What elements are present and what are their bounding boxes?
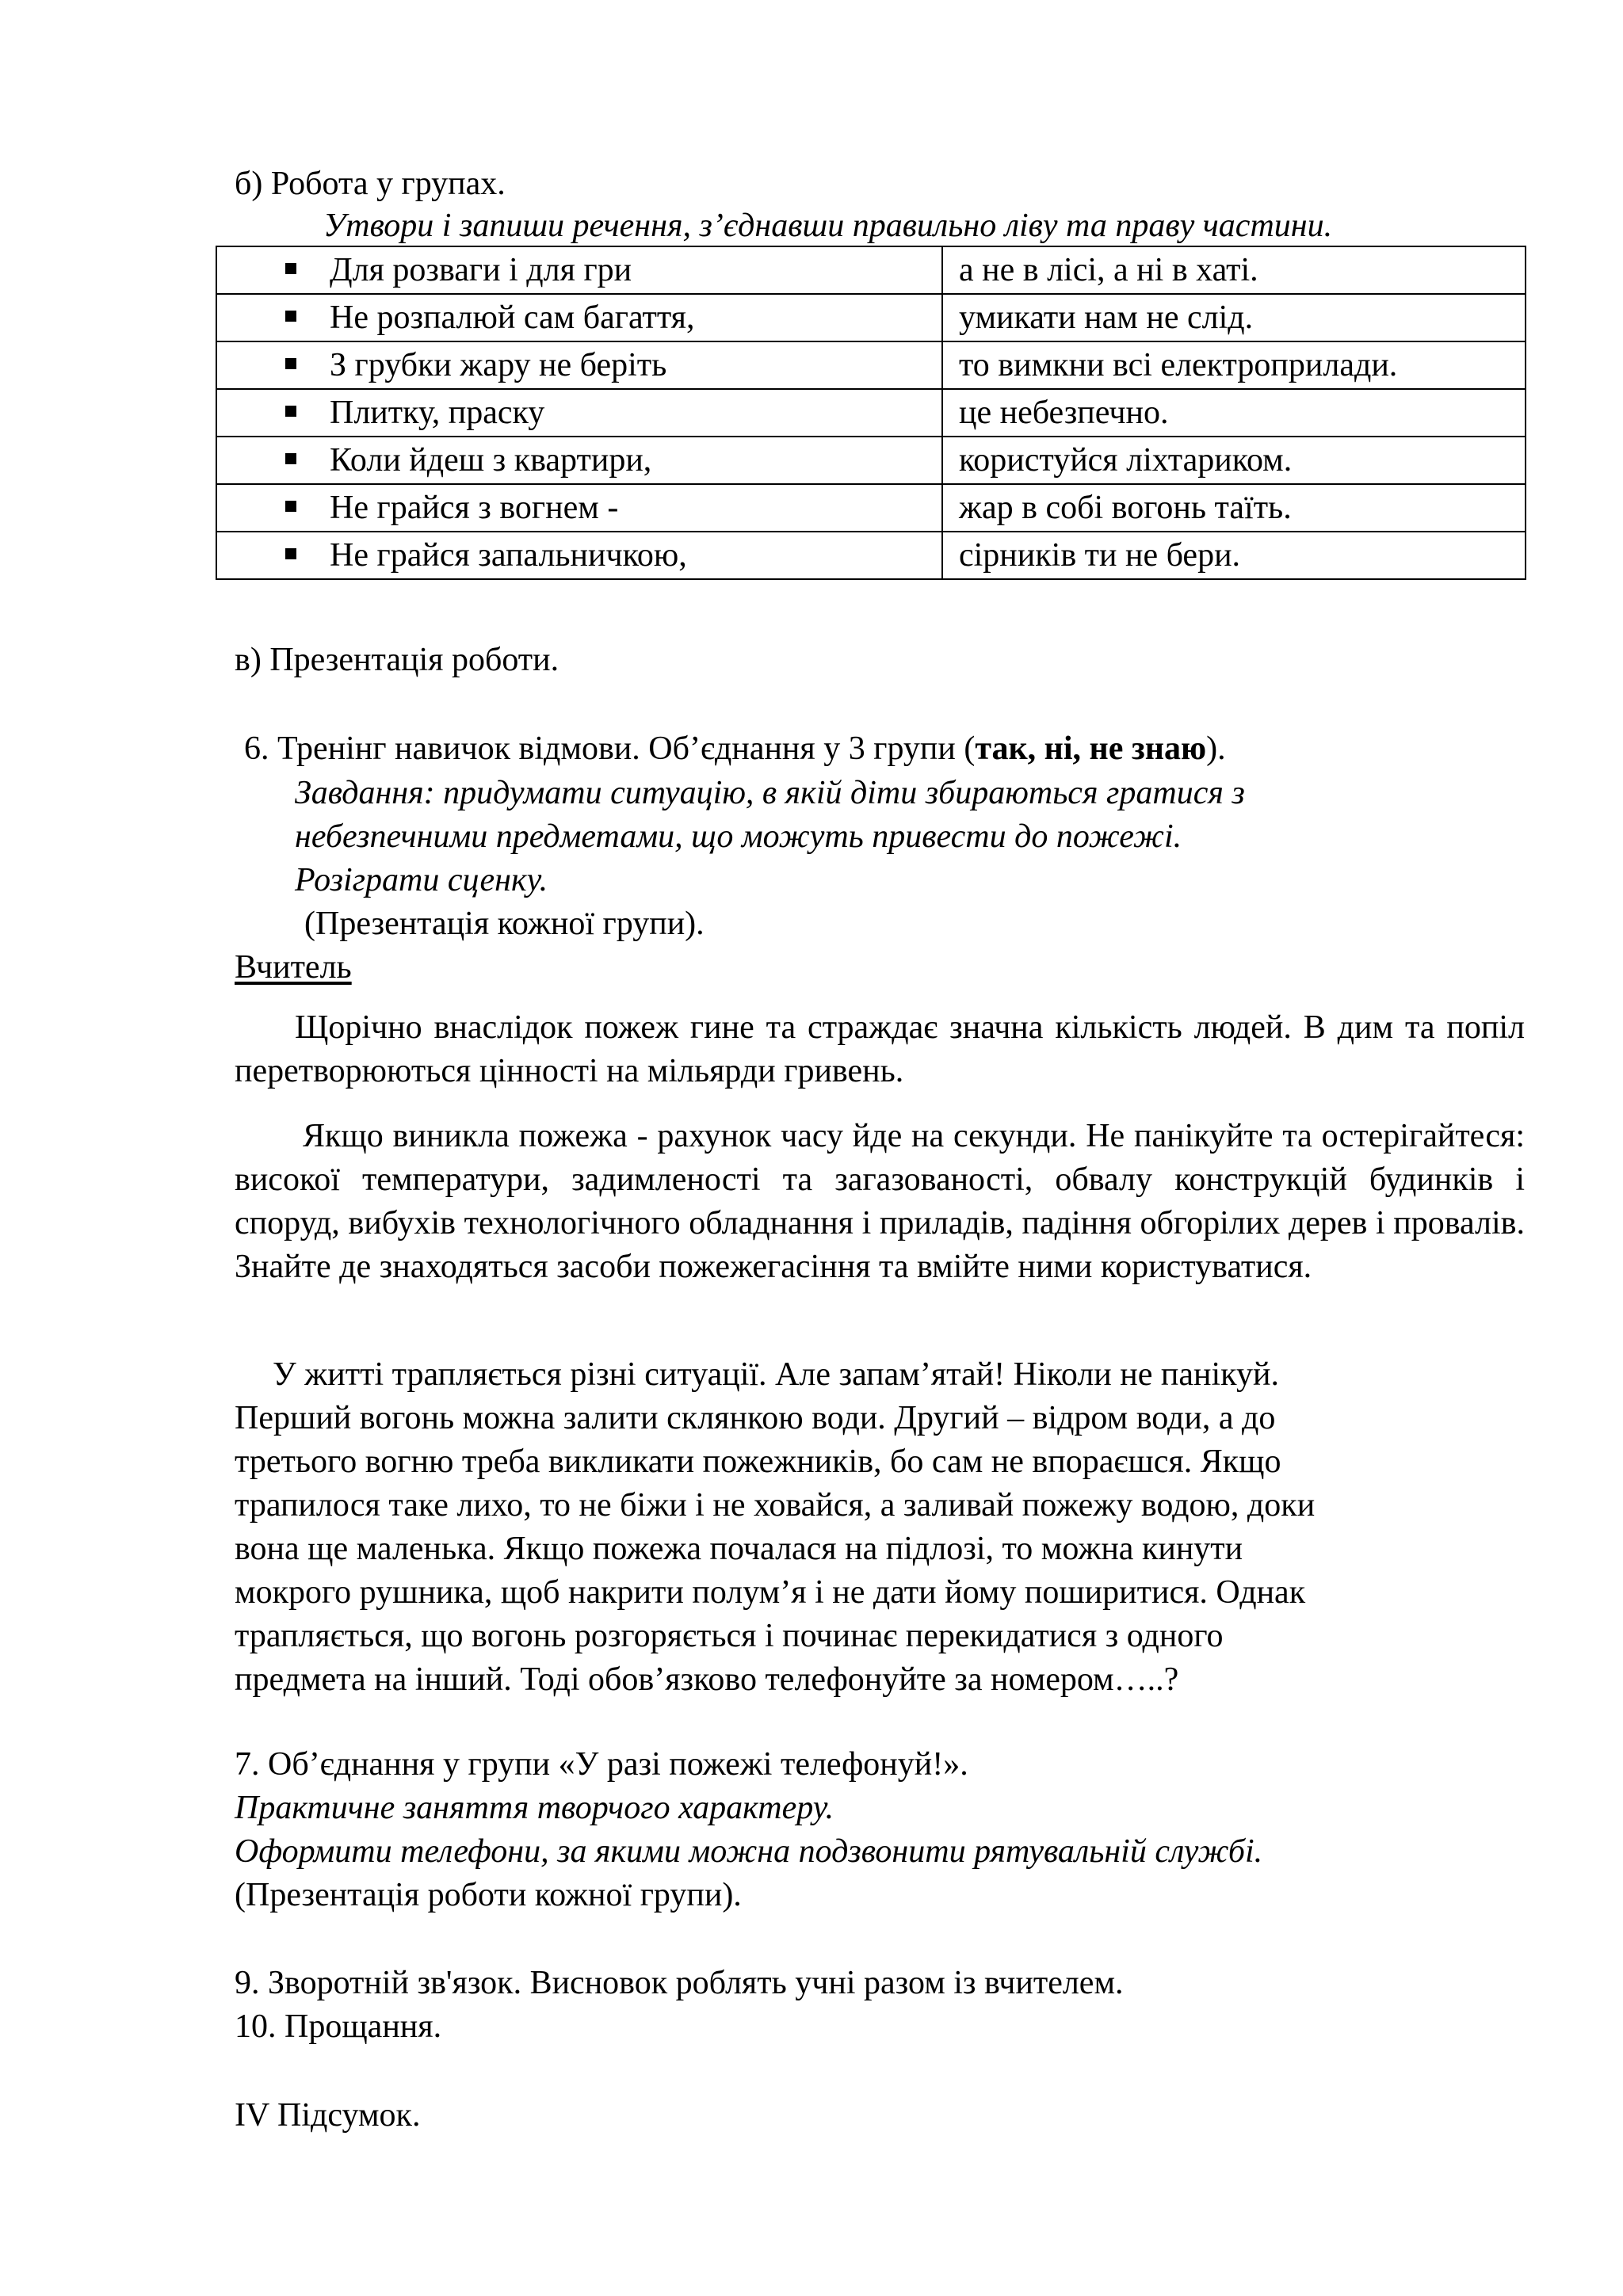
table-row <box>216 532 1526 579</box>
left-cell-text: Не грайся з вогнем - <box>330 490 619 526</box>
table-row <box>216 389 1526 437</box>
table-row <box>216 294 1526 341</box>
paragraph-3-line: трапляється, що вогонь розгоряється і починає перекидатися з одного <box>235 1618 1224 1654</box>
left-cell <box>216 437 942 484</box>
paragraph-3-line: У житті трапляється різні ситуації. Але запам’ятай! Ніколи не панікуй. <box>273 1356 1279 1393</box>
square-bullet-icon <box>285 263 296 274</box>
item7-title: 7. Об’єднання у групи «У разі пожежі телефонуй!». <box>235 1746 968 1783</box>
square-bullet-icon <box>285 358 296 369</box>
item7-line1: Практичне заняття творчого характеру. <box>235 1790 834 1826</box>
left-cell-text: Не розпалюй сам багаття, <box>330 299 695 336</box>
right-cell: то вимкни всі електроприлади. <box>942 341 1526 389</box>
left-cell <box>216 532 942 579</box>
item10-text: 10. Прощання. <box>235 2008 442 2045</box>
left-cell-text: Для розваги і для гри <box>330 252 632 288</box>
section-b-heading: б) Робота у групах. <box>235 166 506 202</box>
paragraph-3-line: вона ще маленька. Якщо пожежа почалася на підлозі, то можна кинути <box>235 1531 1243 1567</box>
item6-task-line3: Розіграти сценку. <box>295 862 548 898</box>
item6-task-line2: небезпечними предметами, що можуть привести до пожежі. <box>295 818 1182 855</box>
item7-line2: Оформити телефони, за якими можна подзвонити рятувальній службі. <box>235 1833 1263 1870</box>
square-bullet-icon <box>285 406 296 417</box>
left-cell-text: Коли йдеш з квартири, <box>330 442 652 479</box>
left-cell <box>216 341 942 389</box>
item6-presentation: (Презентація кожної групи). <box>304 906 705 942</box>
right-cell: умикати нам не слід. <box>942 294 1526 341</box>
table-row <box>216 484 1526 532</box>
square-bullet-icon <box>285 311 296 322</box>
table-row <box>216 437 1526 484</box>
table-row <box>216 341 1526 389</box>
item9-text: 9. Зворотній зв'язок. Висновок роблять учні разом із вчителем. <box>235 1965 1124 2001</box>
teacher-paragraph-2: Якщо виникла пожежа - рахунок часу йде на секунди. Не панікуйте та остерігайтеся: високої температури, задимленості та загазованості, обвалу конструкцій будинків і споруд, вибухів технологічного обладнання і приладів, падіння обгорілих дерев і провалів. Знайте де знаходяться засоби пожежегасіння та вмійте ними користуватися. <box>235 1118 1525 1285</box>
square-bullet-icon <box>285 501 296 512</box>
teacher-label: Вчитель <box>235 949 352 986</box>
item6-title <box>244 727 1226 771</box>
left-cell-text: Не грайся запальничкою, <box>330 537 687 574</box>
section-v-heading: в) Презентація роботи. <box>235 642 559 678</box>
paragraph-3-line: третього вогню треба викликати пожежників, бо сам не впораєшся. Якщо <box>235 1444 1281 1480</box>
paragraph-3-line: предмета на інший. Тоді обов’язково телефонуйте за номером…..? <box>235 1661 1179 1698</box>
item6-title-end: ). <box>1206 730 1226 767</box>
left-cell-text: Плитку, праску <box>330 395 545 431</box>
left-cell-text: З грубки жару не беріть <box>330 347 667 383</box>
matching-table <box>216 246 1526 580</box>
left-cell <box>216 389 942 437</box>
section-b-instruction: Утвори і запиши речення, з’єднавши правильно ліву та праву частини. <box>323 208 1333 244</box>
right-cell: жар в собі вогонь таїть. <box>942 484 1526 532</box>
table-row <box>216 246 1526 294</box>
item7-presentation: (Презентація роботи кожної групи). <box>235 1877 742 1913</box>
item6-title-bold: так, ні, не знаю <box>975 730 1207 767</box>
paragraph-3-line: Перший вогонь можна залити склянкою води. Другий – відром води, а до <box>235 1400 1276 1436</box>
right-cell: сірників ти не бери. <box>942 532 1526 579</box>
summary-text: IV Підсумок. <box>235 2097 421 2134</box>
item6-task-line1: Завдання: придумати ситуацію, в якій діти збираються гратися з <box>295 775 1245 811</box>
item6-title-start: 6. Тренінг навичок відмови. Об’єднання у 3 групи ( <box>244 730 976 767</box>
square-bullet-icon <box>285 453 296 464</box>
left-cell <box>216 484 942 532</box>
teacher-paragraph-1: Щорічно внаслідок пожеж гине та страждає значна кількість людей. В дим та попіл перетворюються цінності на мільярди гривень. <box>235 1009 1525 1089</box>
right-cell: це небезпечно. <box>942 389 1526 437</box>
paragraph-3-line: трапилося таке лихо, то не біжи і не ховайся, а заливай пожежу водою, доки <box>235 1487 1316 1524</box>
left-cell <box>216 246 942 294</box>
left-cell <box>216 294 942 341</box>
right-cell: користуйся ліхтариком. <box>942 437 1526 484</box>
square-bullet-icon <box>285 548 296 559</box>
paragraph-3-line: мокрого рушника, щоб накрити полум’я і не дати йому поширитися. Однак <box>235 1574 1306 1611</box>
right-cell: а не в лісі, а ні в хаті. <box>942 246 1526 294</box>
